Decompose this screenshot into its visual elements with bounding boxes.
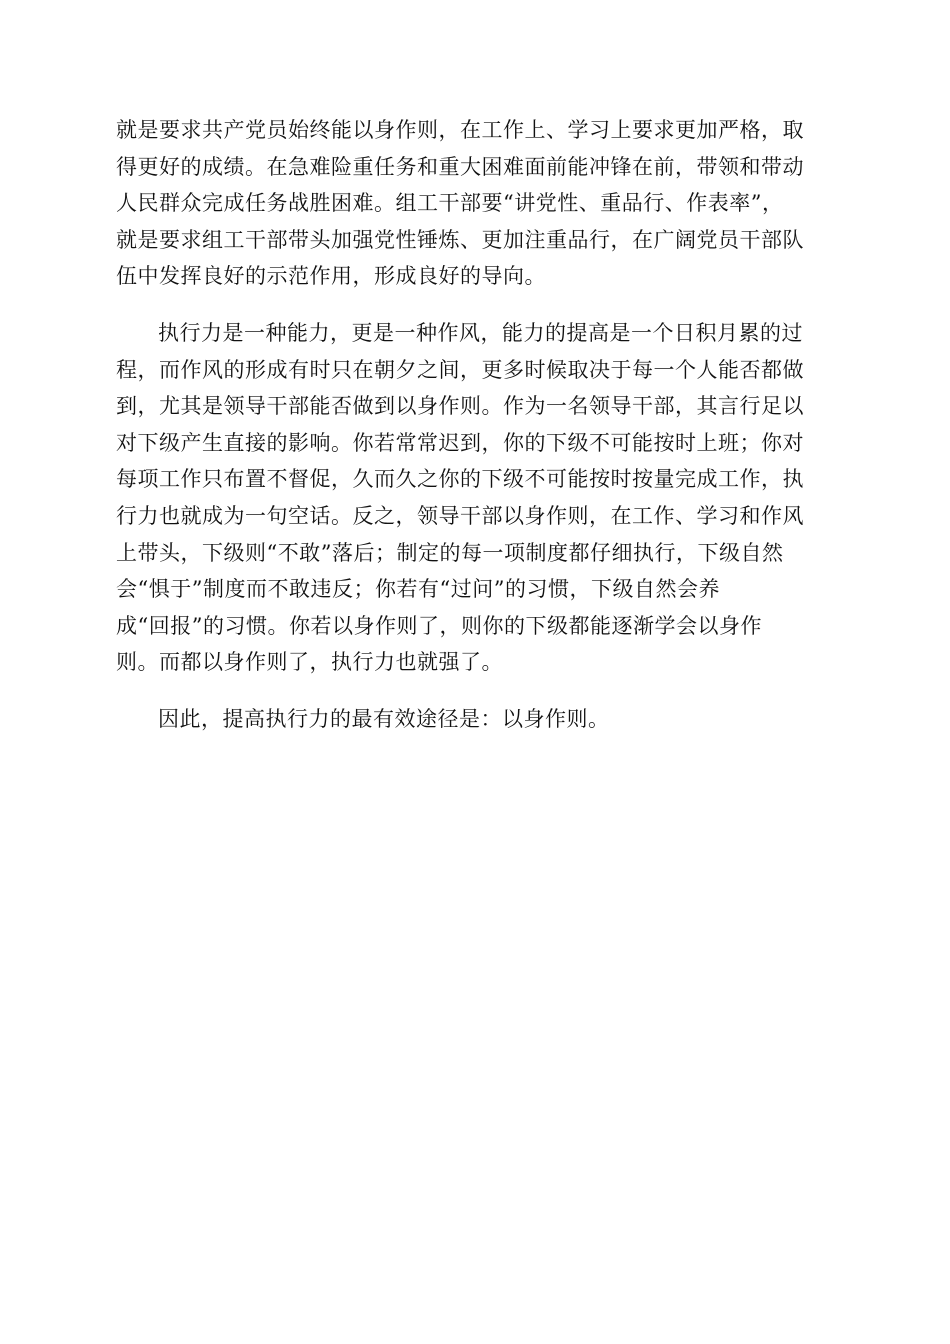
- text-line: 上带头，下级则“不敢”落后；制定的每一项制度都仔细执行，下级自然: [116, 540, 784, 565]
- text-line: 伍中发挥良好的示范作用，形成良好的导向。: [116, 264, 546, 289]
- text-line: 行力也就成为一句空话。反之，领导干部以身作则，在工作、学习和作风: [116, 503, 804, 528]
- text-line: 对下级产生直接的影响。你若常常迟到，你的下级不可能按时上班；你对: [116, 430, 804, 455]
- text-line: 就是要求共产党员始终能以身作则，在工作上、学习上要求更加严格，取: [116, 118, 804, 142]
- document-body: [116, 112, 832, 758]
- text-line: 就是要求组工干部带头加强党性锤炼、更加注重品行，在广阔党员干部队: [116, 227, 804, 252]
- text-line: 到，尤其是领导干部能否做到以身作则。作为一名领导干部，其言行足以: [116, 394, 804, 419]
- text-line: 因此，提高执行力的最有效途径是：以身作则。: [158, 706, 610, 731]
- text-line: 会“惧于”制度而不敢违反；你若有“过问”的习惯，下级自然会养: [116, 577, 720, 602]
- text-line: 执行力是一种能力，更是一种作风，能力的提高是一个日积月累的过: [158, 320, 803, 345]
- paragraph-2: [116, 315, 832, 681]
- text-line: 得更好的成绩。在急难险重任务和重大困难面前能冲锋在前，带领和带动: [116, 154, 804, 179]
- text-line: 人民群众完成任务战胜困难。组工干部要“讲党性、重品行、作表率”，: [116, 191, 784, 216]
- paragraph-3: [116, 701, 832, 738]
- text-line: 程，而作风的形成有时只在朝夕之间，更多时候取决于每一个人能否都做: [116, 357, 804, 382]
- text-line: 每项工作只布置不督促，久而久之你的下级不可能按时按量完成工作，执: [116, 467, 804, 492]
- text-line: 则。而都以身作则了，执行力也就强了。: [116, 650, 503, 675]
- paragraph-1: [116, 112, 832, 295]
- text-line: 成“回报”的习惯。你若以身作则了，则你的下级都能逐渐学会以身作: [116, 613, 762, 638]
